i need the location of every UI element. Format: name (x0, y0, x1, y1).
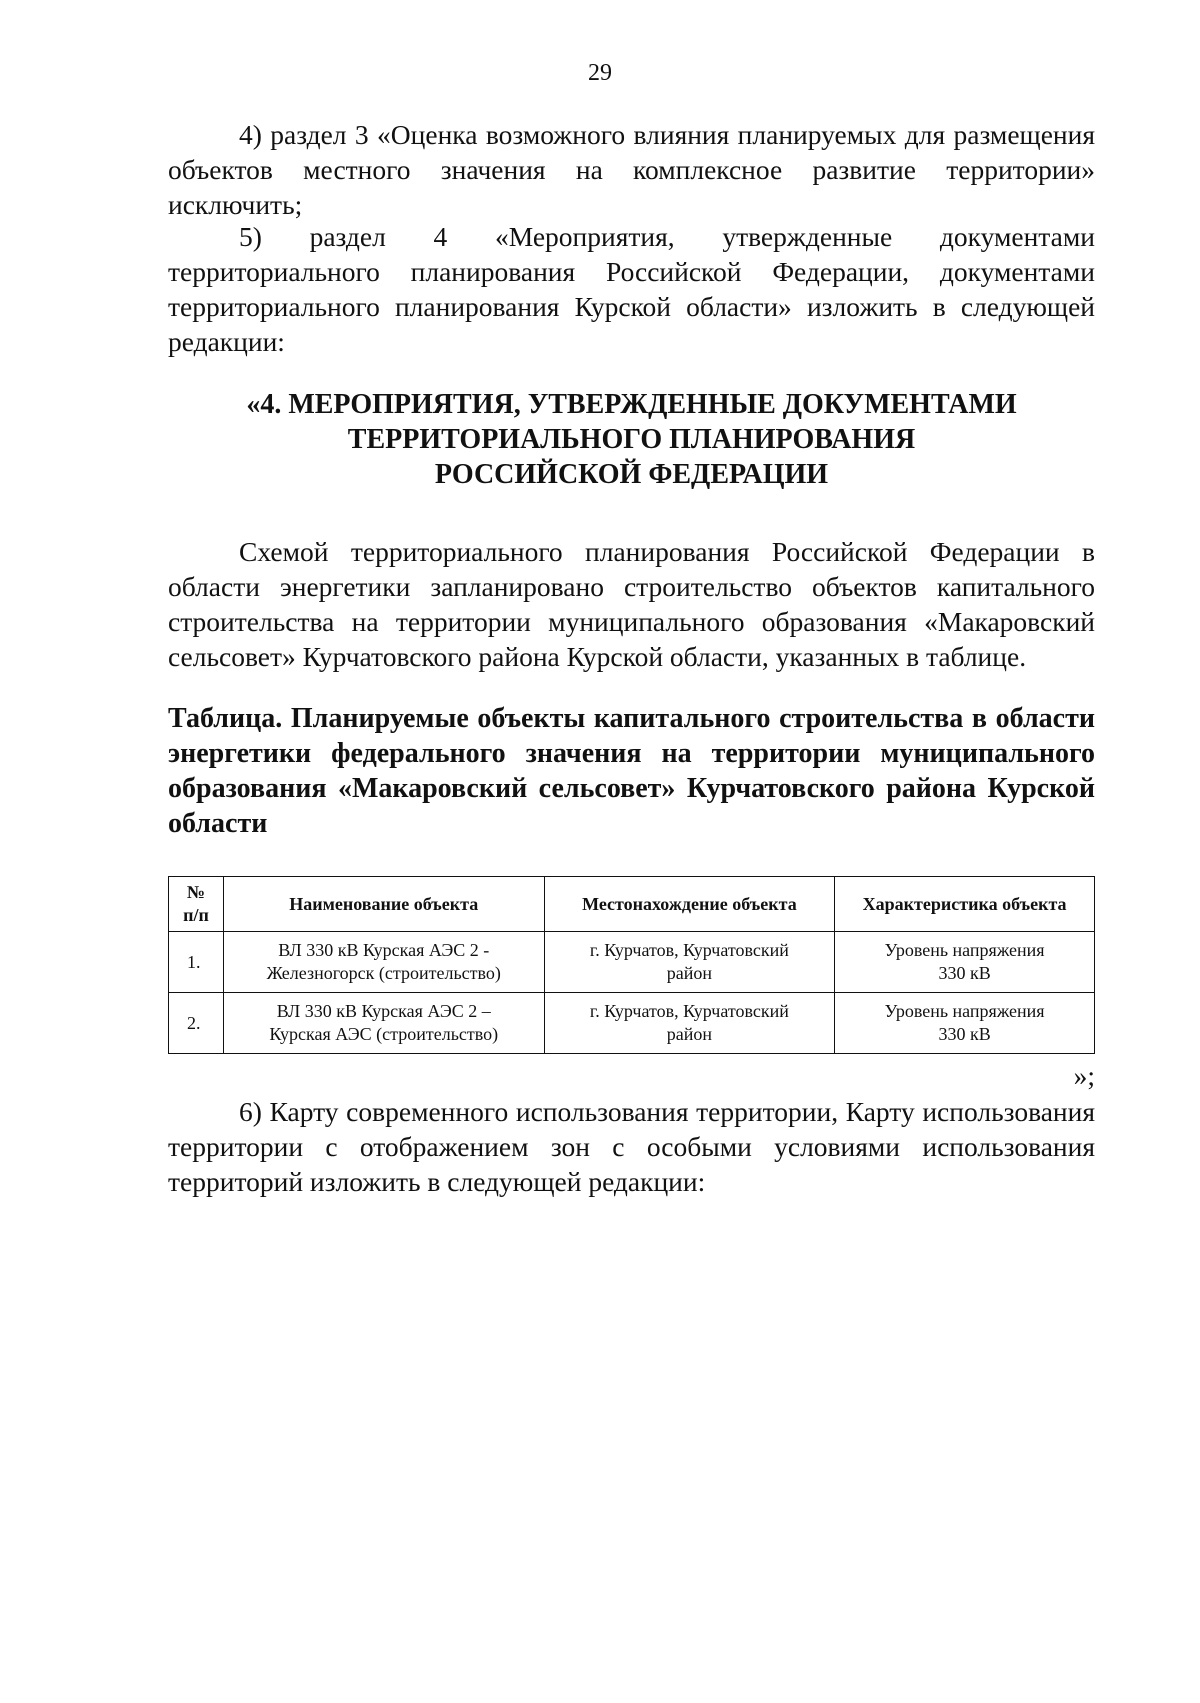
table-row (169, 932, 1095, 993)
header-num-line-1: № (186, 882, 206, 902)
table-title: Таблица. Планируемые объекты капитального строительства в области энергетики федерального значения на территории муниципального образования «Макаровский сельсовет» Курчатовского района Курской области (168, 703, 1095, 839)
table-row (169, 993, 1095, 1054)
section-heading-line-3: РОССИЙСКОЙ ФЕДЕРАЦИИ (434, 459, 829, 490)
item-6-block (168, 1094, 1095, 1199)
item-5-paragraph: 5) раздел 4 «Мероприятия, утвержденные документами территориального планирования Российской Федерации, документами территориального планирования Курской области» изложить в следующей редакции: (168, 221, 1095, 357)
section-heading-line-1: «4. МЕРОПРИЯТИЯ, УТВЕРЖДЕННЫЕ ДОКУМЕНТАМИ (246, 389, 1017, 420)
row-name-line-2: Курская АЭС (строительство) (269, 1024, 499, 1044)
section-heading (168, 387, 1095, 492)
row-characteristic (835, 993, 1095, 1054)
item-4-block (168, 117, 1095, 222)
item-6-paragraph: 6) Карту современного использования территории, Карту использования территории с отображением зон с особыми условиями использования территорий изложить в следующей редакции: (168, 1096, 1095, 1197)
item-5-block (168, 219, 1095, 359)
row-characteristic-line-1: Уровень напряжения (884, 1001, 1045, 1021)
table-closing-quote: »; (1073, 1060, 1095, 1091)
row-characteristic (835, 932, 1095, 993)
row-num: 2. (169, 993, 224, 1054)
row-location-line-1: г. Курчатов, Курчатовский (589, 1001, 789, 1021)
row-location-line-2: район (666, 963, 713, 983)
row-location (544, 932, 835, 993)
row-characteristic-line-2: 330 кВ (938, 963, 991, 983)
header-name: Наименование объекта (223, 877, 544, 932)
page-number: 29 (588, 60, 612, 86)
row-name (223, 932, 544, 993)
row-name-line-1: ВЛ 330 кВ Курская АЭС 2 - (278, 940, 490, 960)
row-num: 1. (169, 932, 224, 993)
row-name (223, 993, 544, 1054)
intro-paragraph: Схемой территориального планирования Российской Федерации в области энергетики запланировано строительство объектов капитального строительства на территории муниципального образования «Макаровский сельсовет» Курчатовского района Курской области, указанных в таблице. (168, 536, 1095, 672)
header-num-line-2: п/п (183, 905, 209, 925)
row-characteristic-line-1: Уровень напряжения (884, 940, 1045, 960)
objects-table (168, 876, 1095, 1054)
row-characteristic-line-2: 330 кВ (938, 1024, 991, 1044)
table-header-row (169, 877, 1095, 932)
row-location-line-2: район (666, 1024, 713, 1044)
section-heading-line-2: ТЕРРИТОРИАЛЬНОГО ПЛАНИРОВАНИЯ (347, 424, 916, 455)
header-characteristic: Характеристика объекта (835, 877, 1095, 932)
row-name-line-1: ВЛ 330 кВ Курская АЭС 2 – (276, 1001, 491, 1021)
item-4-paragraph: 4) раздел 3 «Оценка возможного влияния планируемых для размещения объектов местного значения на комплексное развитие территории» исключить; (168, 119, 1095, 220)
intro-block (168, 534, 1095, 674)
row-location (544, 993, 835, 1054)
header-location: Местонахождение объекта (544, 877, 835, 932)
row-name-line-2: Железногорск (строительство) (266, 963, 501, 983)
header-num (169, 877, 224, 932)
row-location-line-1: г. Курчатов, Курчатовский (589, 940, 789, 960)
